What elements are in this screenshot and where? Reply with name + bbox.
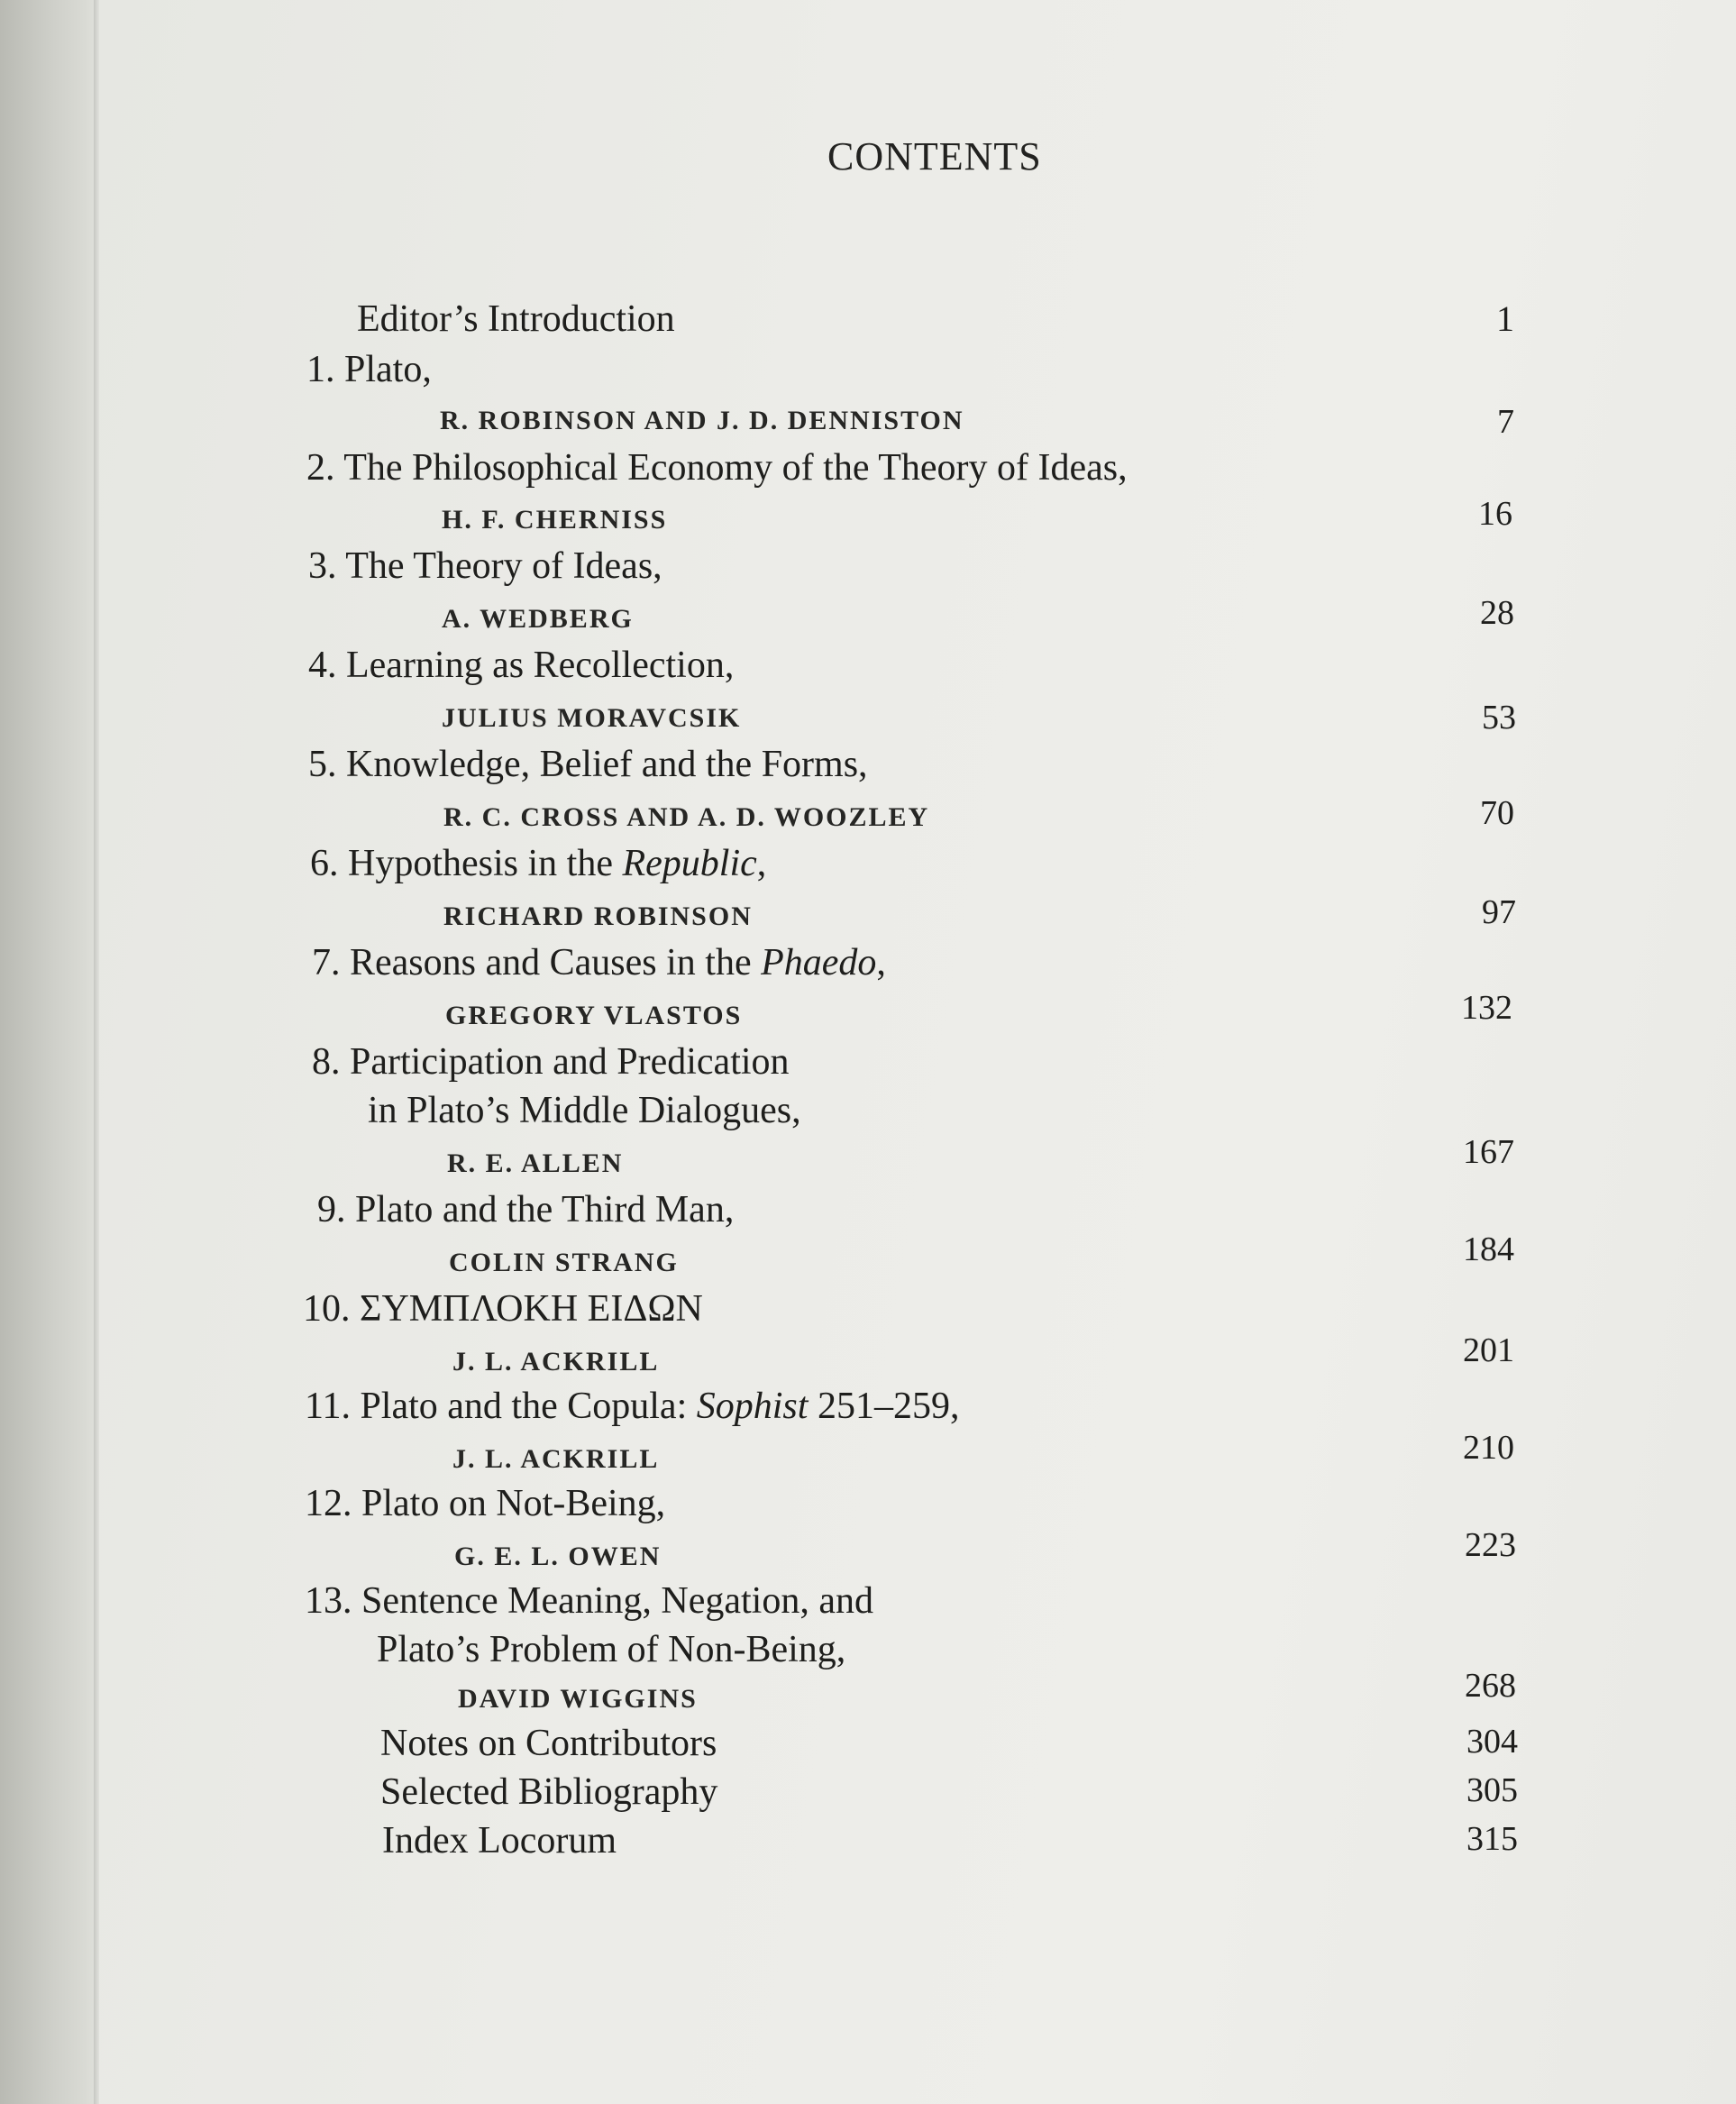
entry-title-line2: Plato’s Problem of Non-Being,	[377, 1629, 846, 1670]
entry-title-italic: Phaedo	[761, 942, 877, 983]
entry-author: J. L. ACKRILL	[452, 1444, 660, 1474]
entry-title: Plato,	[344, 349, 432, 390]
entry-11	[305, 1385, 959, 1428]
intro-title: Editor’s Introduction	[357, 298, 675, 340]
entry-1	[306, 348, 432, 391]
entry-number: 13.	[305, 1580, 352, 1622]
entry-2	[306, 446, 1128, 489]
entry-number: 1.	[306, 349, 335, 390]
entry-title-italic: Republic	[622, 843, 757, 884]
entry-author: DAVID WIGGINS	[458, 1684, 698, 1714]
entry-page: 53	[1482, 699, 1516, 736]
entry-10	[303, 1287, 703, 1331]
entry-5	[308, 743, 868, 786]
intro-page: 1	[1496, 298, 1514, 339]
entry-page: 184	[1463, 1230, 1514, 1268]
back-matter-index: Index Locorum	[382, 1820, 617, 1862]
entry-page: 28	[1480, 594, 1514, 632]
entry-number: 3.	[308, 545, 337, 587]
entry-6	[310, 842, 766, 885]
entry-number: 4.	[308, 645, 337, 686]
entry-page: 268	[1465, 1667, 1516, 1705]
entry-9	[317, 1188, 734, 1231]
back-matter-index-page: 315	[1466, 1820, 1518, 1858]
entry-page: 201	[1463, 1331, 1514, 1369]
entry-number: 11.	[305, 1386, 351, 1427]
entry-page: 70	[1480, 794, 1514, 832]
entry-author: H. F. CHERNISS	[442, 505, 668, 535]
entry-title-line1: Sentence Meaning, Negation, and	[361, 1580, 873, 1622]
entry-author: J. L. ACKRILL	[452, 1347, 660, 1377]
entry-title-post: 251–259,	[808, 1386, 960, 1427]
entry-title: The Theory of Ideas,	[345, 545, 662, 587]
entry-page: 7	[1497, 403, 1514, 441]
entry-number: 12.	[305, 1483, 352, 1524]
back-matter-notes: Notes on Contributors	[380, 1723, 717, 1764]
entry-author: JULIUS MORAVCSIK	[442, 703, 742, 733]
book-gutter	[0, 0, 99, 2104]
back-matter-bibliography: Selected Bibliography	[380, 1771, 718, 1813]
entry-author: GREGORY VLASTOS	[445, 1001, 743, 1030]
entry-author: RICHARD ROBINSON	[443, 901, 753, 931]
contents-page	[99, 0, 1736, 2104]
entry-author: COLIN STRANG	[449, 1248, 679, 1277]
entry-page: 97	[1482, 893, 1516, 931]
entry-title: The Philosophical Economy of the Theory of Ideas,	[343, 447, 1128, 489]
entry-title: Plato and the Third Man,	[355, 1189, 735, 1230]
entry-number: 7.	[312, 942, 341, 983]
entry-title: Plato on Not-Being,	[361, 1483, 666, 1524]
entry-author: R. E. ALLEN	[447, 1148, 624, 1178]
entry-12	[305, 1482, 665, 1525]
entry-author: R. C. CROSS AND A. D. WOOZLEY	[443, 802, 930, 832]
entry-page: 223	[1465, 1526, 1516, 1564]
back-matter-notes-page: 304	[1466, 1723, 1518, 1761]
contents-heading: CONTENTS	[827, 134, 1042, 178]
entry-3	[308, 544, 662, 588]
entry-8	[312, 1040, 790, 1084]
entry-title-pre: Hypothesis in the	[348, 843, 623, 884]
entry-title-line2: in Plato’s Middle Dialogues,	[368, 1090, 801, 1131]
entry-4	[308, 644, 734, 687]
entry-number: 9.	[317, 1189, 346, 1230]
entry-title-pre: Plato and the Copula:	[360, 1386, 697, 1427]
entry-author: A. WEDBERG	[442, 604, 634, 634]
entry-title: Learning as Recollection,	[346, 645, 735, 686]
back-matter-bibliography-page: 305	[1466, 1771, 1518, 1809]
entry-13	[305, 1579, 873, 1623]
entry-page: 210	[1463, 1429, 1514, 1467]
entry-title-post: ,	[876, 942, 886, 983]
entry-title-greek: ΣΥΜΠΛΟΚΗ ΕΙΔΩΝ	[360, 1288, 703, 1330]
entry-7	[312, 941, 886, 984]
entry-title-line1: Participation and Predication	[350, 1041, 790, 1083]
entry-title-italic: Sophist	[696, 1386, 809, 1427]
entry-number: 10.	[303, 1288, 351, 1330]
entry-author: R. ROBINSON AND J. D. DENNISTON	[440, 406, 964, 435]
entry-title-post: ,	[756, 843, 767, 884]
entry-number: 2.	[306, 447, 335, 489]
entry-page: 167	[1463, 1133, 1514, 1171]
entry-number: 6.	[310, 843, 339, 884]
entry-title-pre: Reasons and Causes in the	[350, 942, 762, 983]
entry-number: 5.	[308, 744, 337, 785]
entry-author: G. E. L. OWEN	[454, 1541, 662, 1571]
entry-page: 16	[1478, 495, 1512, 533]
entry-number: 8.	[312, 1041, 341, 1083]
entry-page: 132	[1461, 989, 1512, 1027]
entry-title: Knowledge, Belief and the Forms,	[346, 744, 868, 785]
